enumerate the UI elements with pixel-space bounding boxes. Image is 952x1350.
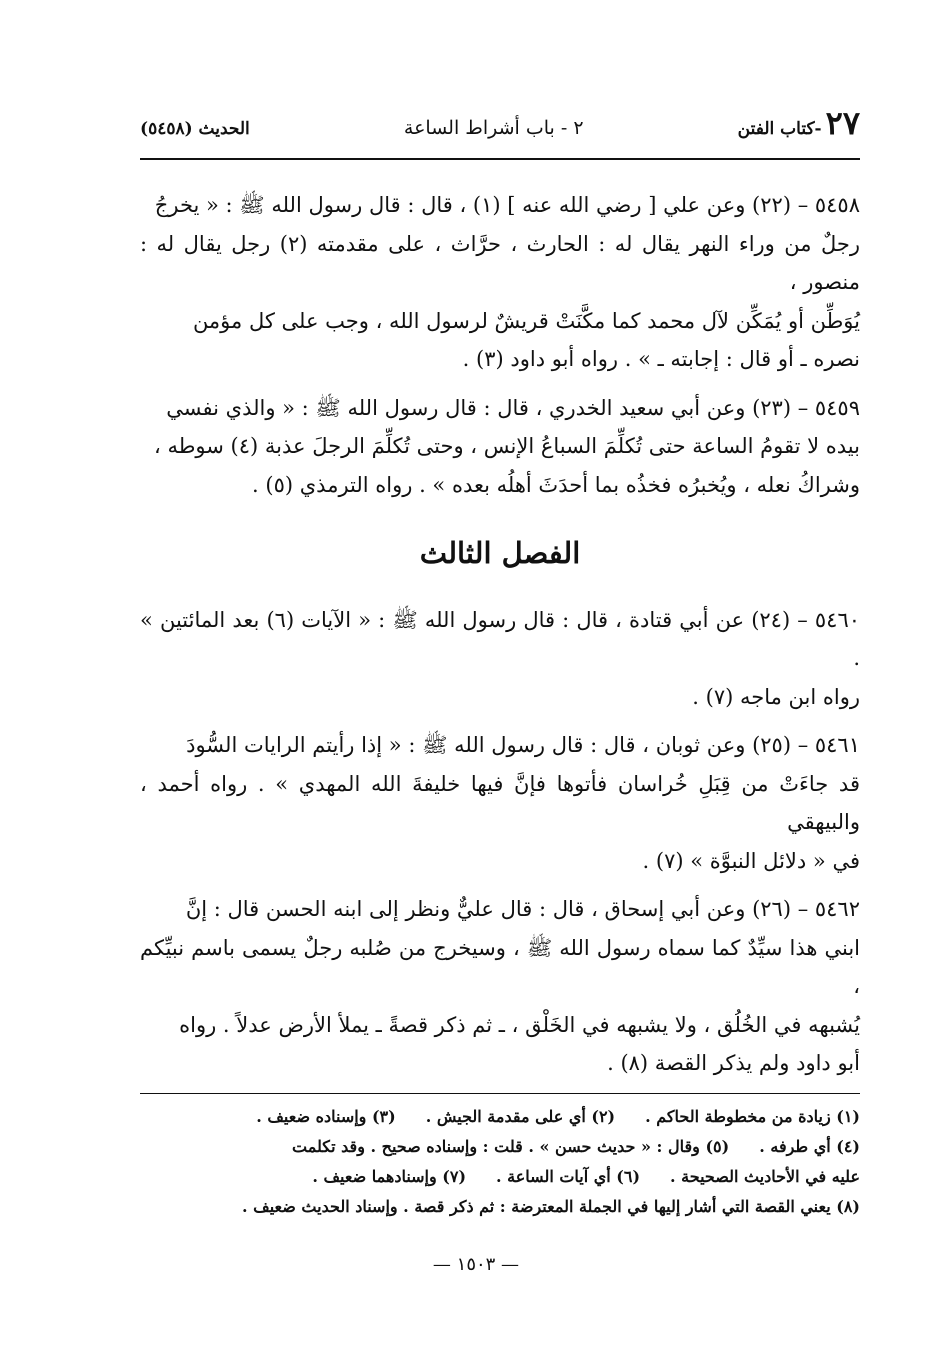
page-number: — ١٥٠٣ —	[432, 1254, 520, 1275]
main-text	[140, 186, 860, 1093]
text-line: ٥٤٥٨ – (٢٢) وعن علي [ رضي الله عنه ] (١) ، قال : قال رسول الله ﷺ : « يخرجُ	[154, 193, 860, 217]
text-line: قد جاءَتْ من قِبَلِ خُراسان فأتوها فإنَّ فيها خليفةَ الله المهدي » . رواه أحمد ، والبيهقي	[140, 771, 860, 834]
hadith-5458	[140, 186, 860, 379]
footnote: (٦) أي آيات الساعة .	[496, 1167, 641, 1186]
book-title-group	[738, 104, 860, 142]
footnote: (٢) أي على مقدمة الجيش .	[425, 1107, 616, 1126]
footnote-divider	[140, 1093, 860, 1094]
footnote: (٧) وإسنادهما ضعيف .	[312, 1167, 467, 1186]
footnote-row	[140, 1102, 860, 1132]
footnote-row	[140, 1132, 860, 1162]
section-title: الفصل الثالث	[419, 536, 581, 570]
text-line: يُشبهه في الخُلُق ، ولا يشبهه في الخَلْق ، ـ ثم ذكر قصةً ـ يملأ الأرض عدلاً . رواه	[179, 1012, 860, 1037]
text-line: ابني هذا سيِّدٌ كما سماه رسول الله ﷺ ، وسيخرج من صُلبه رجلٌ يسمى باسم نبيِّكم ،	[140, 935, 860, 998]
text-line: ٥٤٦٢ – (٢٦) وعن أبي إسحاق ، قال : قال عليٌّ ونظر إلى ابنه الحسن قال : إنَّ	[185, 897, 860, 921]
book-number: ٢٧	[825, 104, 860, 142]
text-line: رواه ابن ماجه (٧) .	[692, 684, 860, 709]
text-line: ٥٤٦٠ – (٢٤) عن أبي قتادة ، قال : قال رسول الله ﷺ : « الآيات (٦) بعد المائتين » .	[140, 607, 861, 670]
hadith-5462	[140, 890, 860, 1083]
header-divider	[140, 158, 860, 160]
chapter-title: ٢ - باب أشراط الساعة	[403, 117, 584, 139]
footnote: (٥) وقال : « حديث حسن » . قلت : وإسناده صحيح . وقد تكلمت	[292, 1137, 730, 1156]
hadith-5461	[140, 726, 860, 880]
text-line: وشراكُ نعله ، ويُخبرُه فخذُه بما أحدَثَ أهلُه بعده » . رواه الترمذي (٥) .	[252, 472, 860, 497]
text-line: بيده لا تقومُ الساعة حتى تُكلِّمَ السباعُ الإنس ، وحتى تُكلِّمَ الرجلَ عذبة (٤) سوطه ،	[154, 434, 860, 458]
footnote: (١) زيادة من مخطوطة الحاكم .	[645, 1107, 860, 1126]
footnote-row	[140, 1162, 860, 1192]
book-title: -كتاب الفتن	[737, 119, 822, 139]
footnote: عليه في الأحاديث الصحيحة .	[670, 1167, 860, 1186]
footnote: (٣) وإسناده ضعيف .	[256, 1107, 396, 1126]
text-line: في « دلائل النبوَّة » (٧) .	[642, 848, 860, 873]
hadith-5459	[140, 389, 860, 505]
text-line: يُوَطِّن أو يُمَكِّن لآل محمد كما مكَّنَتْ قريشٌ لرسول الله ، وجب على كل مؤمن	[192, 308, 860, 333]
text-line: أبو داود ولم يذكر القصة (٨) .	[607, 1051, 860, 1075]
text-line: ٥٤٥٩ – (٢٣) وعن أبي سعيد الخدري ، قال : قال رسول الله ﷺ : « والذي نفسي	[166, 395, 860, 420]
hadith-5460	[140, 601, 860, 717]
footnote: (٨) يعني القصة التي أشار إليها في الجملة المعترضة : ثم ذكر قصة . وإسناد الحديث ضعيف .	[242, 1197, 860, 1216]
text-line: رجلٌ من وراء النهر يقال له : الحارث ، حرَّاث ، على مقدمته (٢) رجل يقال له : منصور ،	[140, 231, 861, 294]
text-line: ٥٤٦١ – (٢٥) وعن ثوبان ، قال : قال رسول الله ﷺ : « إذا رأيتم الرايات السُّودَ	[186, 733, 860, 757]
running-header	[140, 104, 860, 148]
footnote-row	[140, 1192, 860, 1222]
hadith-reference: الحديث (٥٤٥٨)	[140, 119, 250, 139]
text-line: نصره ـ أو قال : إجابته ـ » . رواه أبو داود (٣) .	[462, 347, 860, 371]
footnote: (٤) أي طرفه .	[759, 1137, 860, 1156]
footnotes	[140, 1102, 860, 1222]
